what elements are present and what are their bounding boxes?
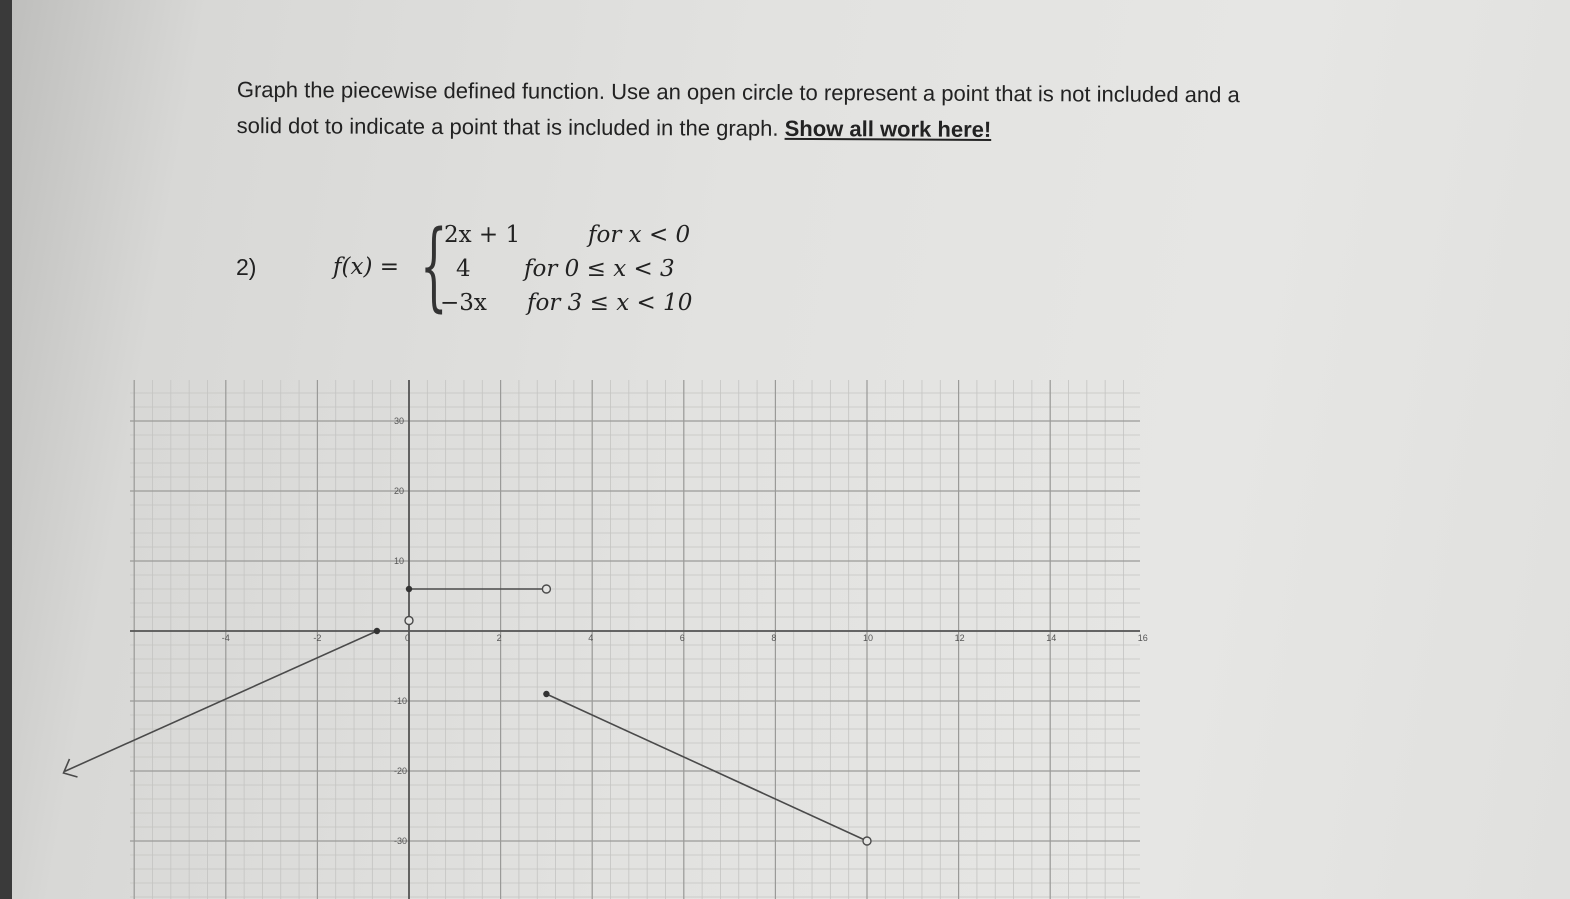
case-2-condition: for 0 ≤ x < 3 <box>524 256 675 282</box>
instructions-line-1: Graph the piecewise defined function. Use an open circle to represent a point that is not included and a <box>236 76 1240 108</box>
x-tick-label: -4 <box>221 633 230 643</box>
x-tick-label: 16 <box>1137 633 1148 643</box>
y-tick-label: -30 <box>394 836 408 846</box>
case-3-expression: −3x <box>440 290 487 316</box>
x-tick-label: 12 <box>954 633 965 643</box>
open-point <box>405 617 413 625</box>
x-tick-label: 6 <box>679 633 685 643</box>
piecewise-brace: { <box>420 210 448 322</box>
y-tick-label: 10 <box>394 556 405 566</box>
case-3-condition: for 3 ≤ x < 10 <box>527 290 693 316</box>
x-tick-label: -2 <box>313 633 322 643</box>
problem-number: 2) <box>236 254 257 280</box>
y-tick-label: 30 <box>394 416 405 426</box>
grid-minor <box>130 380 1140 899</box>
piece-2-closed-dot <box>406 586 412 592</box>
axes <box>130 380 1140 899</box>
function-lhs: f(x) = <box>333 254 400 280</box>
instructions-line-2-text: solid dot to indicate a point that is included in the graph. <box>236 112 785 141</box>
piece-3-open-dot <box>863 837 871 845</box>
case-1-condition: for x < 0 <box>588 222 691 248</box>
piece-3-closed-dot <box>543 691 549 697</box>
piece-1-end-dot <box>374 628 380 634</box>
x-tick-label: 10 <box>863 633 874 643</box>
show-work-label: Show all work here! <box>784 115 992 142</box>
y-tick-label: -10 <box>394 696 408 706</box>
y-tick-label: -20 <box>394 766 408 776</box>
piece-2-open-dot <box>542 585 550 593</box>
x-tick-label: 14 <box>1046 633 1057 643</box>
x-tick-label: 2 <box>496 633 502 643</box>
case-2-expression: 4 <box>456 256 471 282</box>
piece-3-line <box>546 694 867 841</box>
x-tick-label: 0 <box>405 633 411 643</box>
x-tick-label: 4 <box>588 633 594 643</box>
case-1-expression: 2x + 1 <box>444 222 521 248</box>
y-tick-label: 20 <box>394 486 405 496</box>
x-tick-label: 8 <box>771 633 777 643</box>
grid-major <box>130 380 1140 899</box>
